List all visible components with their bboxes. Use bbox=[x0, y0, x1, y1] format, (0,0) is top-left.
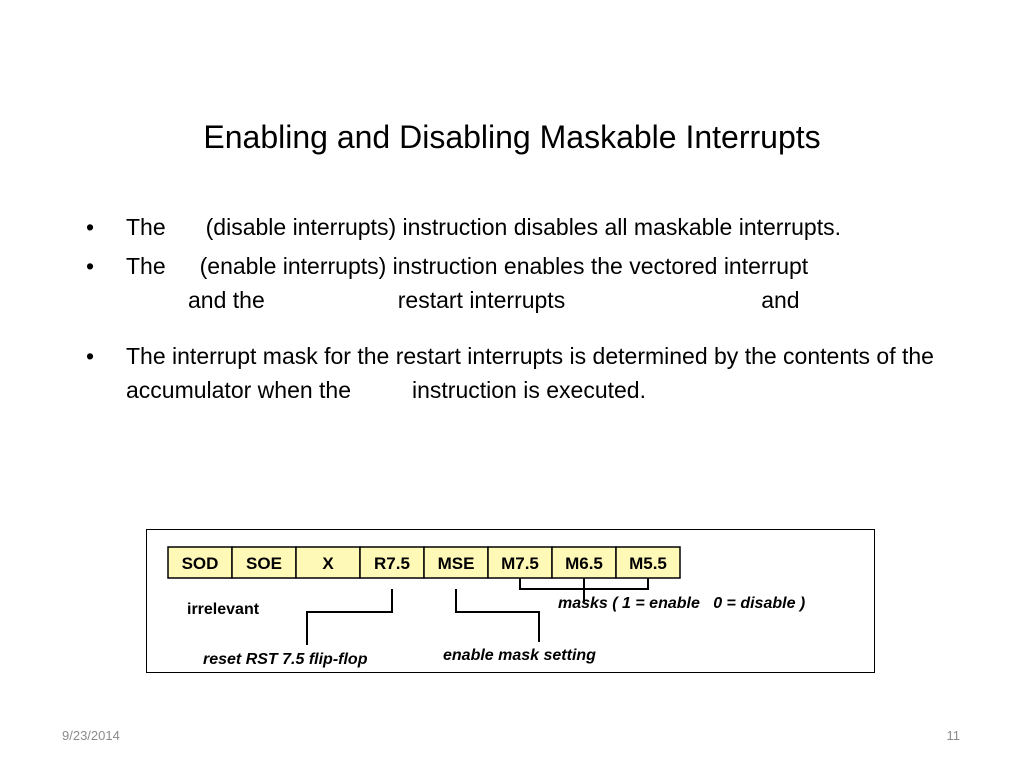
cell-label-sod: SOD bbox=[181, 554, 219, 573]
bullet-ei-text: (enable interrupts) instruction enables the vectored interrupt bbox=[199, 253, 809, 279]
register-row bbox=[168, 547, 680, 578]
bullet-di-text: (disable interrupts) instruction disables all maskable interrupts. bbox=[205, 214, 841, 240]
bullet-ei-restart: restart interrupts bbox=[397, 287, 566, 313]
cell-label-m75: M7.5 bbox=[501, 554, 539, 573]
bullet-mask-tail: instruction is executed. bbox=[412, 377, 646, 403]
bullet-di-lead: The bbox=[126, 214, 166, 240]
slide-title: Enabling and Disabling Maskable Interrupts bbox=[203, 119, 821, 155]
bullet-list bbox=[86, 210, 936, 407]
label-enable-mask: enable mask setting bbox=[443, 647, 596, 664]
bullet-mask bbox=[86, 339, 936, 407]
cell-label-mse: MSE bbox=[437, 554, 475, 573]
sim-diagram-svg bbox=[147, 530, 873, 671]
footer-page-number: 11 bbox=[946, 728, 960, 743]
footer-date: 9/23/2014 bbox=[62, 728, 120, 743]
bullet-mask-text: The interrupt mask for the restart interrupts is determined by the contents of the accumulator when the bbox=[126, 343, 934, 403]
cell-label-x: X bbox=[322, 554, 334, 573]
bullet-ei-and-the: and the bbox=[188, 287, 265, 313]
cell-label-m55: M5.5 bbox=[629, 554, 667, 573]
cell-label-m65: M6.5 bbox=[565, 554, 603, 573]
bullet-ei-and: and bbox=[761, 287, 800, 313]
label-masks: masks ( 1 = enable 0 = disable ) bbox=[558, 595, 806, 612]
sim-register-diagram bbox=[146, 529, 875, 673]
cell-label-soe: SOE bbox=[246, 554, 282, 573]
label-reset-rst: reset RST 7.5 flip-flop bbox=[203, 651, 368, 668]
mse-line bbox=[456, 589, 539, 642]
bullet-ei bbox=[86, 249, 936, 317]
label-irrelevant: irrelevant bbox=[187, 601, 260, 618]
bullet-ei-lead: The bbox=[126, 253, 166, 279]
bullet-di bbox=[86, 210, 936, 244]
reset-line bbox=[307, 589, 392, 645]
cell-label-r75: R7.5 bbox=[374, 554, 410, 573]
